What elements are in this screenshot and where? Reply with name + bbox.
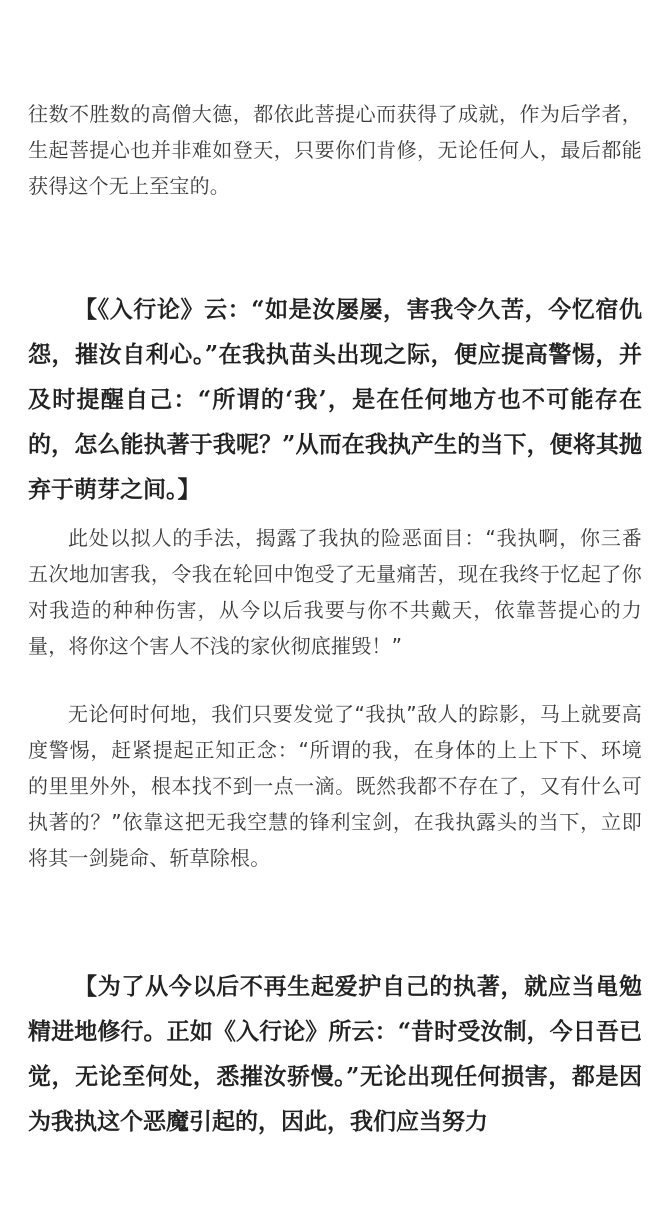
quote-paragraph-ego-clinging: 【《入行论》云：“如是汝屡屡，害我令久苦，今忆宿仇怨，摧汝自利心。”在我执苗头出现之际，便应提高警惕，并及时提醒自己：“所谓的‘我’，是在任何地方也不可能存在的，怎么能执著于我呢？”从而在我执产生的当下，便将其抛弃于萌芽之间。】 xyxy=(28,296,642,503)
paragraph-personification: 此处以拟人的手法，揭露了我执的险恶面目：“我执啊，你三番五次地加害我，令我在轮回中饱受了无量痛苦，现在我终于忆起了你对我造的种种伤害，从今以后我要与你不共戴天，依靠菩提心的力量，将你这个害人不浅的家伙彻底摧毁！” xyxy=(28,526,642,658)
paragraph-bodhicitta-attainment: 往数不胜数的高僧大德，都依此菩提心而获得了成就，作为后学者，生起菩提心也并非难如登天，只要你们肯修，无论任何人，最后都能获得这个无上至宝的。 xyxy=(28,102,642,198)
quote-paragraph-diligence: 【为了从今以后不再生起爱护自己的执著，就应当黾勉精进地修行。正如《入行论》所云：“昔时受汝制，今日吾已觉，无论至何处，悉摧汝骄慢。”无论出现任何损害，都是因为我执这个恶魔引起的，因此，我们应当努力 xyxy=(28,973,642,1135)
paragraph-mindfulness: 无论何时何地，我们只要发觉了“我执”敌人的踪影，马上就要高度警惕，赶紧提起正知正念：“所谓的我，在身体的上上下下、环境的里里外外，根本找不到一点一滴。既然我都不存在了，又有什么可执著的？”依靠这把无我空慧的锋利宝剑，在我执露头的当下，立即将其一剑毙命、斩草除根。 xyxy=(28,702,642,870)
